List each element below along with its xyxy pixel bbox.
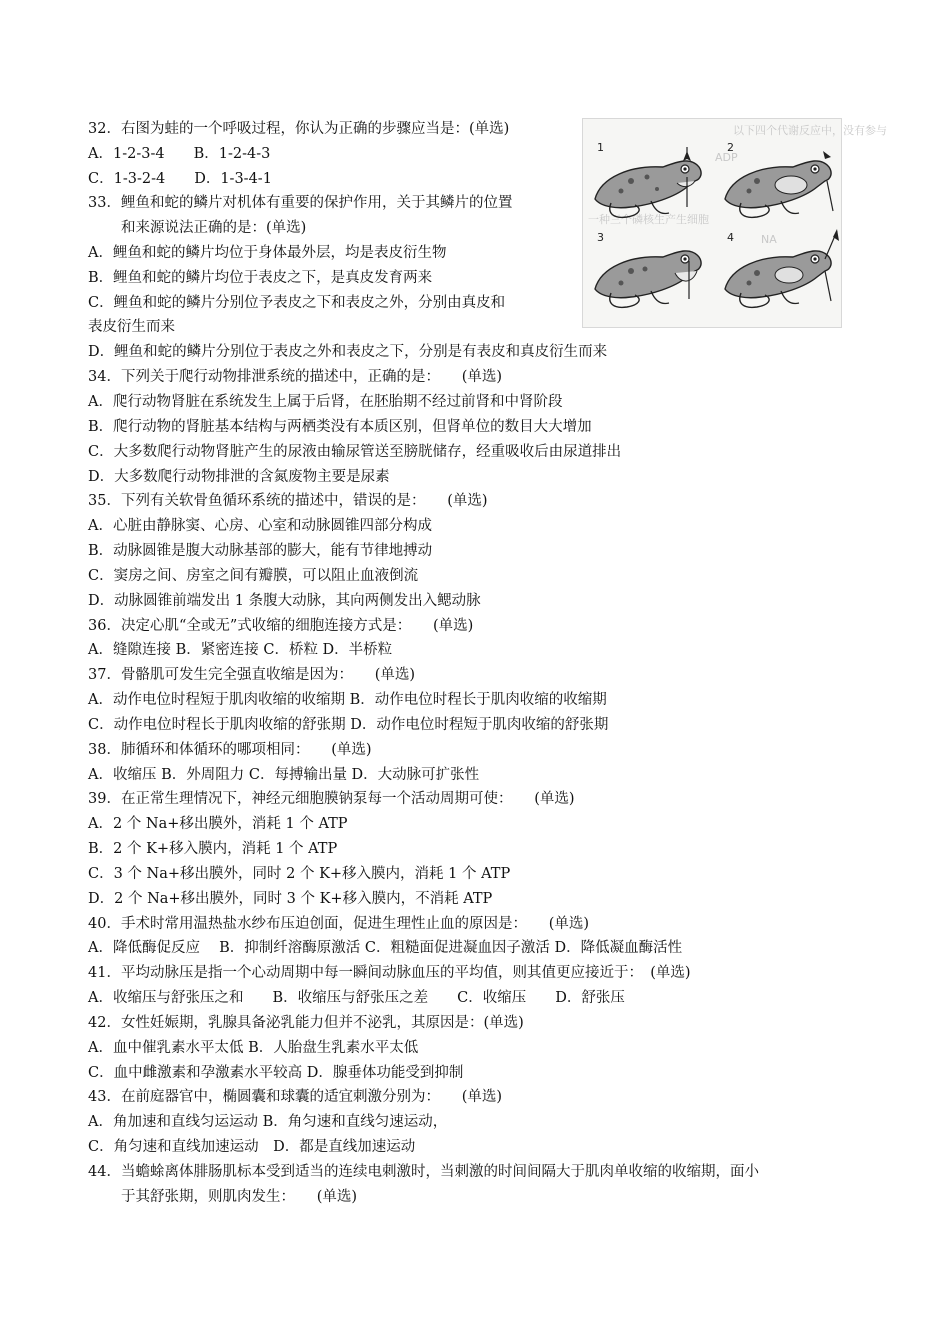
frog-panel-4 [725,229,839,307]
question-35-option-c: C．窦房之间、房室之间有瓣膜，可以阻止血液倒流 [88,568,419,584]
question-32-options-cd: C．1-3-2-4 D．1-3-4-1 [88,171,272,187]
frog-panel-1 [595,141,701,217]
question-41-stem: 41．平均动脉压是指一个心动周期中每一瞬间动脉血压的平均值，则其值更应接近于： (单选) [88,965,691,981]
question-33-option-d: D．鲤鱼和蛇的鳞片分别位于表皮之外和表皮之下，分别是有表皮和真皮衍生而来 [88,344,608,360]
bleed-text-2: ADP [715,151,738,164]
frog-panel-2 [725,141,833,217]
question-44-stem: 44．当蟾蜍离体腓肠肌标本受到适当的连续电刺激时，当刺激的时间间隔大于肌肉单收缩的收缩期，面小 [88,1164,759,1180]
frog-breathing-diagram [583,119,887,327]
question-35-option-d: D．动脉圆锥前端发出 1 条腹大动脉，其向两侧发出入鳃动脉 [88,593,481,609]
question-35-option-b: B．动脉圆锥是腹大动脉基部的膨大，能有节律地搏动 [88,543,433,559]
question-34-option-a: A．爬行动物肾脏在系统发生上属于后肾，在胚胎期不经过前肾和中肾阶段 [88,394,563,410]
question-36-options: A．缝隙连接 B．紧密连接 C．桥粒 D．半桥粒 [88,642,393,658]
question-34-option-d: D．大多数爬行动物排泄的含氮废物主要是尿素 [88,469,390,485]
question-42-options-cd: C．血中雌激素和孕激素水平较高 D．腺垂体功能受到抑制 [88,1065,464,1081]
question-33-option-b: B．鲤鱼和蛇的鳞片均位于表皮之下，是真皮发育两来 [88,270,433,286]
frog-breathing-figure [582,118,887,328]
question-39-stem: 39．在正常生理情况下，神经元细胞膜钠泵每一个活动周期可使： (单选) [88,791,575,807]
question-39-option-c: C．3 个 Na+移出膜外，同时 2 个 K+移入膜内，消耗 1 个 ATP [88,866,511,882]
bleed-text-1: 以下四个代谢反应中，没有参与 [733,124,887,137]
question-37-options-ab: A．动作电位时程短于肌肉收缩的收缩期 B．动作电位时程长于肌肉收缩的收缩期 [88,692,607,708]
panel-label-2: 2 [727,141,734,154]
question-32-options-ab: A．1-2-3-4 B．1-2-4-3 [88,146,271,162]
question-34-option-b: B．爬行动物的肾脏基本结构与两栖类没有本质区别，但肾单位的数目大大增加 [88,419,592,435]
question-32-stem: 32．右图为蛙的一个呼吸过程，你认为正确的步骤应当是：(单选) [88,121,510,137]
question-42-stem: 42．女性妊娠期，乳腺具备泌乳能力但并不泌乳，其原因是：(单选) [88,1015,524,1031]
question-40-options: A．降低酶促反应 B．抑制纤溶酶原激活 C．粗糙面促进凝血因子激活 D．降低凝血酶活性 [88,940,683,956]
question-38-options: A．收缩压 B．外周阻力 C．每搏输出量 D．大动脉可扩张性 [88,767,480,783]
question-43-options-cd: C．角匀速和直线加速运动 D．都是直线加速运动 [88,1139,416,1155]
question-33-stem-continued: 和来源说法正确的是：(单选) [121,220,307,236]
question-43-stem: 43．在前庭器官中，椭圆囊和球囊的适宜刺激分别为： (单选) [88,1089,503,1105]
question-42-options-ab: A．血中催乳素水平太低 B．人胎盘生乳素水平太低 [88,1040,419,1056]
question-39-option-a: A．2 个 Na+移出膜外，消耗 1 个 ATP [88,816,348,832]
question-33-option-c-continued: 表皮衍生而来 [88,319,175,335]
question-44-stem-continued: 于其舒张期，则肌肉发生： (单选) [121,1189,358,1205]
question-34-option-c: C．大多数爬行动物肾脏产生的尿液由输尿管送至膀胱储存，经重吸收后由尿道排出 [88,444,622,460]
panel-label-3: 3 [597,231,604,244]
question-43-options-ab: A．角加速和直线匀运运动 B．角匀速和直线匀速运动， [88,1114,448,1130]
question-35-stem: 35．下列有关软骨鱼循环系统的描述中，错误的是： (单选) [88,493,488,509]
question-40-stem: 40．手术时常用温热盐水纱布压迫创面，促进生理性止血的原因是： (单选) [88,916,590,932]
question-33-stem: 33．鲤鱼和蛇的鳞片对机体有重要的保护作用，关于其鳞片的位置 [88,195,513,211]
panel-label-1: 1 [597,141,604,154]
question-37-options-cd: C．动作电位时程长于肌肉收缩的舒张期 D．动作电位时程短于肌肉收缩的舒张期 [88,717,609,733]
bleed-text-4: NA [761,233,777,246]
question-33-option-a: A．鲤鱼和蛇的鳞片均位于身体最外层，均是表皮衍生物 [88,245,447,261]
question-37-stem: 37．骨骼肌可发生完全强直收缩是因为： (单选) [88,667,416,683]
question-34-stem: 34．下列关于爬行动物排泄系统的描述中，正确的是： (单选) [88,369,503,385]
bleed-text-3: 一种三个磷核生产生细胞 [588,213,709,226]
question-41-options: A．收缩压与舒张压之和 B．收缩压与舒张压之差 C．收缩压 D．舒张压 [88,990,625,1006]
panel-label-4: 4 [727,231,734,244]
question-33-option-c: C．鲤鱼和蛇的鳞片分别位予表皮之下和表皮之外，分别由真皮和 [88,295,506,311]
question-38-stem: 38．肺循环和体循环的哪项相同： (单选) [88,742,372,758]
question-36-stem: 36．决定心肌“全或无”式收缩的细胞连接方式是： (单选) [88,618,474,634]
question-39-option-b: B．2 个 K+移入膜内，消耗 1 个 ATP [88,841,338,857]
question-35-option-a: A．心脏由静脉窦、心房、心室和动脉圆锥四部分构成 [88,518,432,534]
question-39-option-d: D．2 个 Na+移出膜外，同时 3 个 K+移入膜内，不消耗 ATP [88,891,493,907]
frog-panel-3 [595,231,701,307]
